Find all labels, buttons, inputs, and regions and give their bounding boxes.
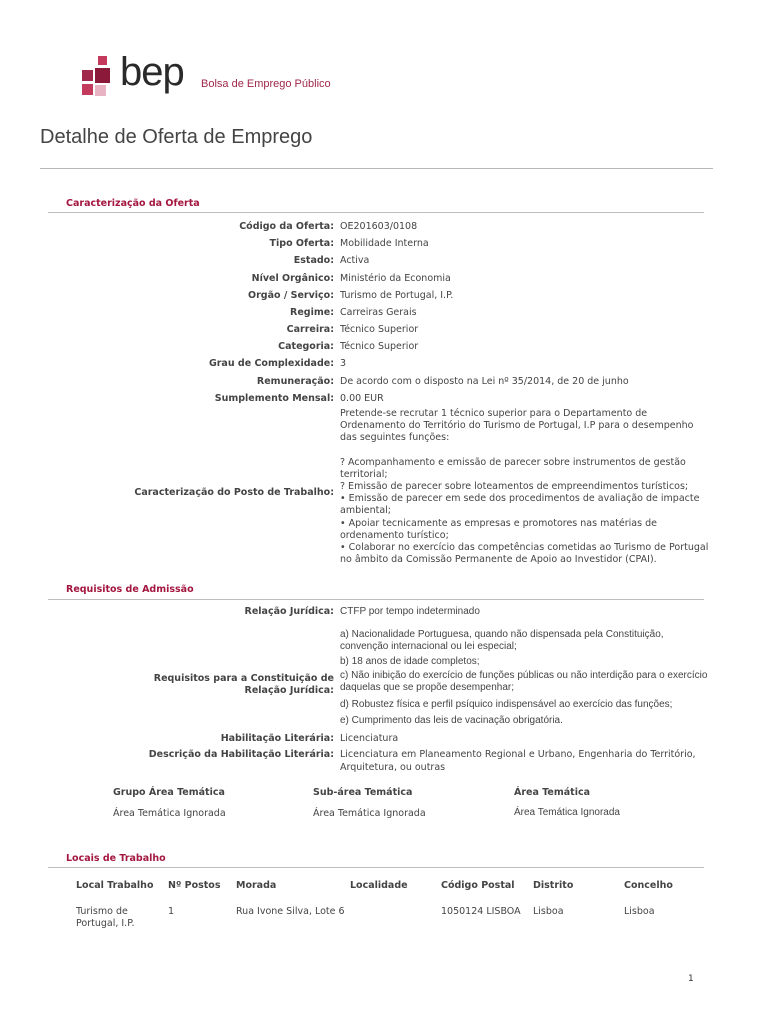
- area-header: Sub-área Temática: [313, 787, 413, 798]
- field-value: Licenciatura em Planeamento Regional e Urbano, Engenharia do Território, Arquitetura, ou outras: [340, 749, 696, 773]
- logo-wordmark: bep: [120, 50, 184, 94]
- logo-square-icon: [95, 85, 106, 96]
- area-value: Área Temática Ignorada: [113, 808, 226, 819]
- field-value: Mobilidade Interna: [340, 238, 429, 249]
- requisito-item: d) Robustez física e perfil psíquico indispensável ao exercício das funções;: [340, 699, 673, 710]
- table-cell: Lisboa: [533, 906, 564, 917]
- page-number: 1: [688, 974, 694, 984]
- field-value: Turismo de Portugal, I.P.: [340, 290, 454, 301]
- table-cell: Turismo de Portugal, I.P.: [76, 906, 135, 929]
- locais-header: Código Postal: [441, 880, 515, 891]
- field-value: De acordo com o disposto na Lei nº 35/2014, de 20 de junho: [340, 376, 629, 387]
- section-title-oferta: Caracterização da Oferta: [66, 198, 200, 209]
- field-label: Grau de Complexidade:: [208, 358, 334, 369]
- section-divider: [48, 212, 704, 213]
- title-divider: [40, 168, 713, 169]
- locais-header: Concelho: [624, 880, 673, 891]
- logo-square-icon: [82, 84, 93, 95]
- field-label: Nível Orgânico:: [251, 273, 334, 284]
- area-header: Grupo Área Temática: [113, 787, 225, 798]
- locais-header: Local Trabalho: [76, 880, 154, 891]
- area-value: Área Temática Ignorada: [514, 807, 620, 818]
- posto-intro: Pretende-se recrutar 1 técnico superior para o Departamento de Ordenamento do Território do Turismo de Portugal, I.P para o desempenho das seguintes funções:: [340, 408, 694, 444]
- field-label: Requisitos para a Constituição de: [153, 673, 334, 684]
- requisito-item: b) 18 anos de idade completos;: [340, 656, 480, 667]
- section-title-locais: Locais de Trabalho: [66, 853, 166, 864]
- field-value: Activa: [340, 255, 370, 266]
- field-value: Técnico Superior: [340, 324, 419, 335]
- area-value: Área Temática Ignorada: [313, 808, 426, 819]
- locais-header: Localidade: [350, 880, 408, 891]
- field-value: 3: [340, 358, 347, 369]
- posto-item: • Apoiar tecnicamente as empresas e promotores nas matérias de ordenamento turístico;: [340, 517, 657, 541]
- logo-square-icon: [82, 70, 93, 81]
- field-value: Licenciatura: [340, 733, 399, 744]
- field-label: Orgão / Serviço:: [248, 290, 334, 301]
- field-value: OE201603/0108: [340, 221, 418, 232]
- posto-item: ? Acompanhamento e emissão de parecer sobre instrumentos de gestão territorial;: [340, 456, 686, 480]
- field-value: CTFP por tempo indeterminado: [340, 606, 480, 617]
- field-label: Categoria:: [278, 341, 334, 352]
- logo-square-icon: [98, 56, 107, 65]
- table-cell: 1: [168, 906, 175, 917]
- field-value: Técnico Superior: [340, 341, 419, 352]
- table-cell: Rua Ivone Silva, Lote 6: [236, 906, 345, 917]
- bep-logo: [82, 50, 342, 102]
- field-label: Sumplemento Mensal:: [214, 393, 334, 404]
- requisito-item: a) Nacionalidade Portuguesa, quando não dispensada pela Constituição, convenção internacional ou lei especial;: [340, 629, 664, 652]
- field-label: Habilitação Literária:: [220, 733, 334, 744]
- field-label: Regime:: [290, 307, 334, 318]
- field-value: Ministério da Economia: [340, 273, 451, 284]
- field-label: Estado:: [293, 255, 334, 266]
- posto-item: ? Emissão de parecer sobre loteamentos de empreendimentos turísticos;: [340, 481, 689, 493]
- field-value: 0.00 EUR: [340, 393, 384, 404]
- requisito-item: e) Cumprimento das leis de vacinação obrigatória.: [340, 715, 563, 726]
- section-divider: [48, 599, 704, 600]
- locais-header: Morada: [236, 880, 277, 891]
- posto-item: • Colaborar no exercício das competências cometidas ao Turismo de Portugal no âmbito da Comissão Permanente de Apoio ao Investidor (CPAI).: [340, 542, 709, 566]
- field-label: Código da Oferta:: [239, 221, 334, 232]
- posto-item: • Emissão de parecer em sede dos procedimentos de avaliação de impacte ambiental;: [340, 493, 700, 517]
- table-cell: Lisboa: [624, 906, 655, 917]
- section-divider: [48, 867, 704, 868]
- field-label: Carreira:: [286, 324, 334, 335]
- locais-header: Nº Postos: [168, 880, 221, 891]
- locais-header: Distrito: [533, 880, 574, 891]
- logo-square-icon: [95, 68, 110, 83]
- requisito-item: c) Não inibição do exercício de funções públicas ou não interdição para o exercício daquelas que se propõe desempenhar;: [340, 670, 708, 693]
- posto-description: [340, 408, 712, 566]
- table-cell: 1050124 LISBOA: [441, 906, 521, 917]
- field-label: Descrição da Habilitação Literária:: [148, 749, 334, 760]
- area-header: Área Temática: [514, 787, 591, 798]
- field-label: Tipo Oferta:: [269, 238, 334, 249]
- section-title-requisitos: Requisitos de Admissão: [66, 584, 194, 595]
- field-label: Relação Jurídica:: [244, 606, 334, 617]
- field-value: Carreiras Gerais: [340, 307, 417, 318]
- field-label: Caracterização do Posto de Trabalho:: [134, 487, 334, 498]
- field-label: Relação Jurídica:: [244, 685, 334, 696]
- page-title: Detalhe de Oferta de Emprego: [40, 126, 313, 148]
- field-label: Remuneração:: [256, 376, 334, 387]
- logo-tagline: Bolsa de Emprego Público: [201, 78, 331, 90]
